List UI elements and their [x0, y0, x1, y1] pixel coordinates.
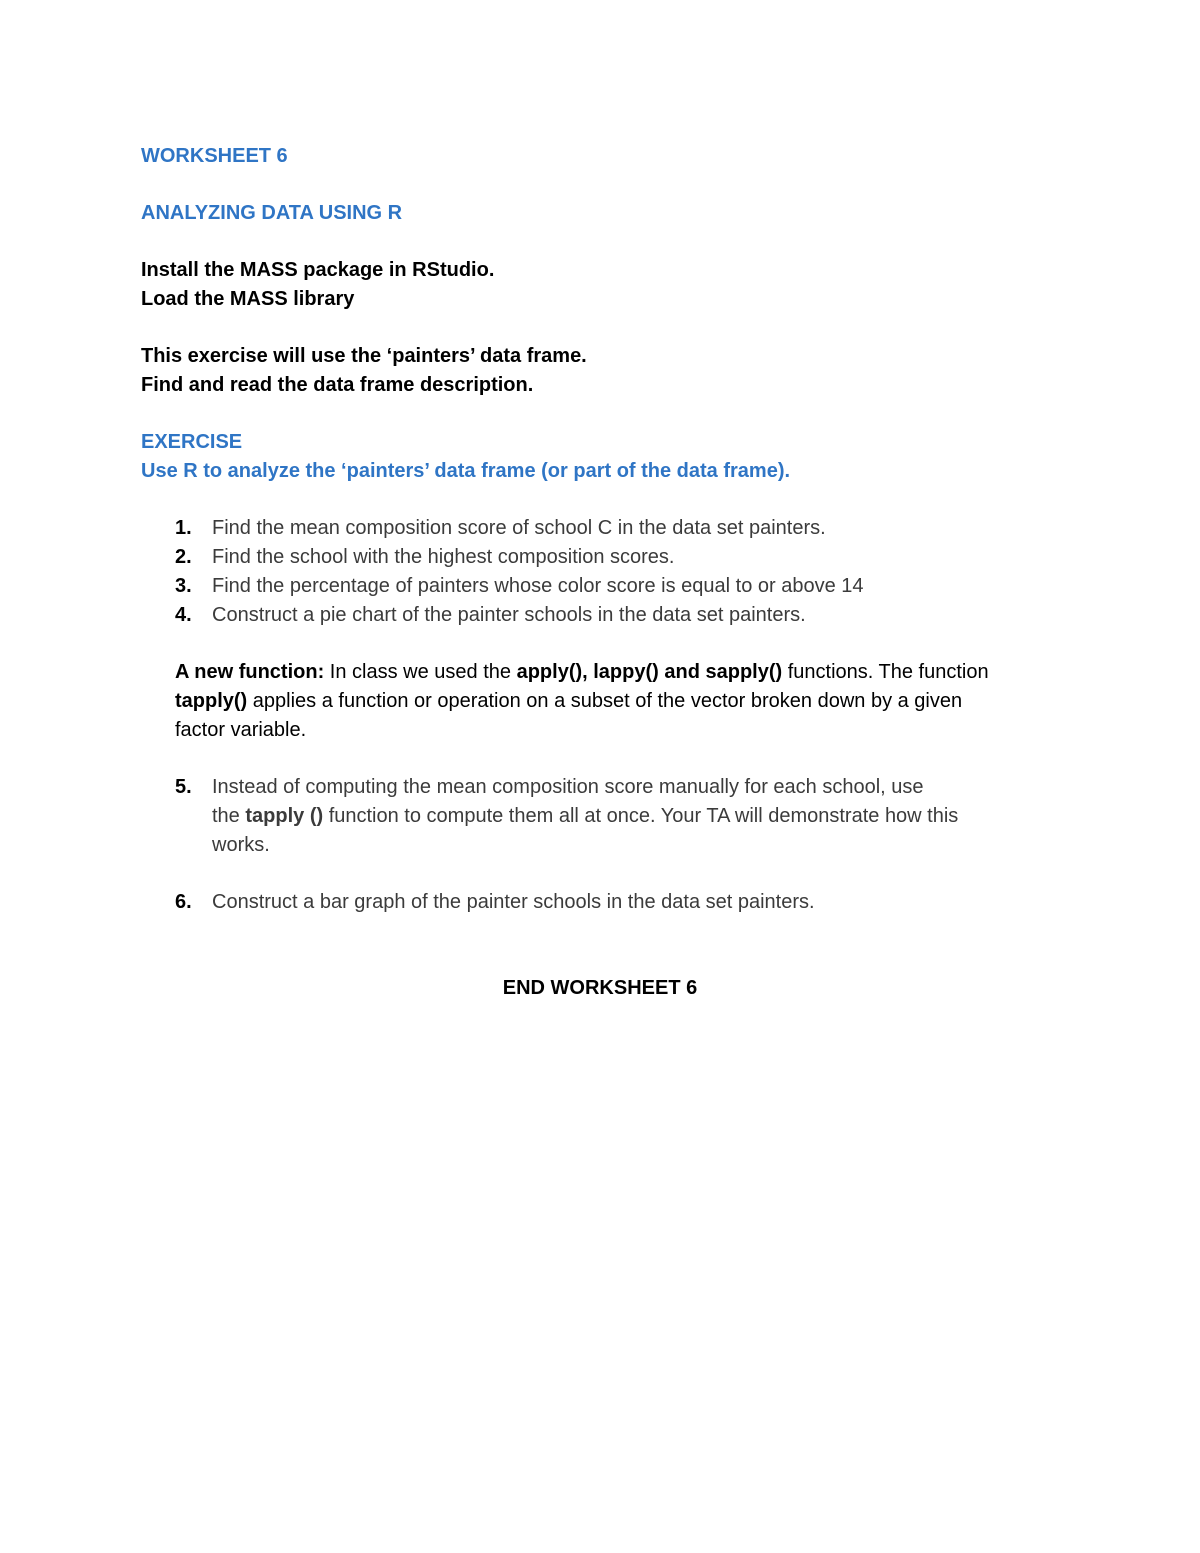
- item-text: Find the mean composition score of school C in the data set painters.: [212, 517, 826, 539]
- item-number: 4.: [175, 604, 192, 626]
- function-and: and: [658, 661, 706, 683]
- function-tapply: tapply(): [175, 690, 248, 712]
- item-text: the: [212, 805, 246, 827]
- item-number: 2.: [175, 546, 192, 568]
- item-text: Find the percentage of painters whose color score is equal to or above 14: [212, 575, 864, 597]
- end-worksheet-label: END WORKSHEET 6: [502, 977, 698, 999]
- exercise-item: [175, 601, 806, 630]
- item-text: Instead of computing the mean composition score manually for each school, use: [212, 776, 924, 798]
- exercise-item: [175, 572, 864, 601]
- function-names: apply(), lappy(): [516, 661, 659, 683]
- exercise-item: [175, 514, 826, 543]
- new-function-line-2: [175, 687, 1055, 716]
- exercise-item: [175, 543, 675, 572]
- item-text: Find the school with the highest composition scores.: [212, 546, 675, 568]
- item-number: 6.: [175, 891, 192, 913]
- item-text: Construct a bar graph of the painter schools in the data set painters.: [212, 891, 815, 913]
- item-5-continuation: [212, 802, 958, 831]
- exercise-item-5: [175, 773, 924, 802]
- item-number: 1.: [175, 517, 192, 539]
- item-number: 3.: [175, 575, 192, 597]
- new-function-label: A new function:: [175, 661, 325, 683]
- new-function-text: applies a function or operation on a subset of the vector broken down by a given: [247, 690, 963, 712]
- new-function-text: In class we used the: [324, 661, 517, 683]
- exercise-item-6: [175, 888, 815, 917]
- setup-dataframe-line: This exercise will use the ‘painters’ data frame.: [141, 345, 587, 367]
- setup-install-line: Install the MASS package in RStudio.: [141, 259, 495, 281]
- exercise-heading: EXERCISE: [141, 431, 243, 453]
- setup-load-line: Load the MASS library: [141, 288, 355, 310]
- new-function-paragraph: [175, 658, 1055, 745]
- setup-description-line: Find and read the data frame description.: [141, 374, 534, 396]
- new-function-text: functions. The function: [782, 661, 989, 683]
- function-tapply: tapply (): [245, 805, 324, 827]
- exercise-intro: Use R to analyze the ‘painters’ data frame (or part of the data frame).: [141, 460, 791, 482]
- item-5-continuation: works.: [212, 834, 270, 856]
- worksheet-subtitle: ANALYZING DATA USING R: [141, 202, 403, 224]
- worksheet-title: WORKSHEET 6: [141, 145, 288, 167]
- item-text: function to compute them all at once. Your TA will demonstrate how this: [323, 805, 959, 827]
- item-number: 5.: [175, 776, 192, 798]
- item-text: Construct a pie chart of the painter schools in the data set painters.: [212, 604, 806, 626]
- new-function-line-1: [175, 658, 1055, 687]
- new-function-line-3: factor variable.: [175, 719, 307, 741]
- function-sapply: sapply(): [705, 661, 783, 683]
